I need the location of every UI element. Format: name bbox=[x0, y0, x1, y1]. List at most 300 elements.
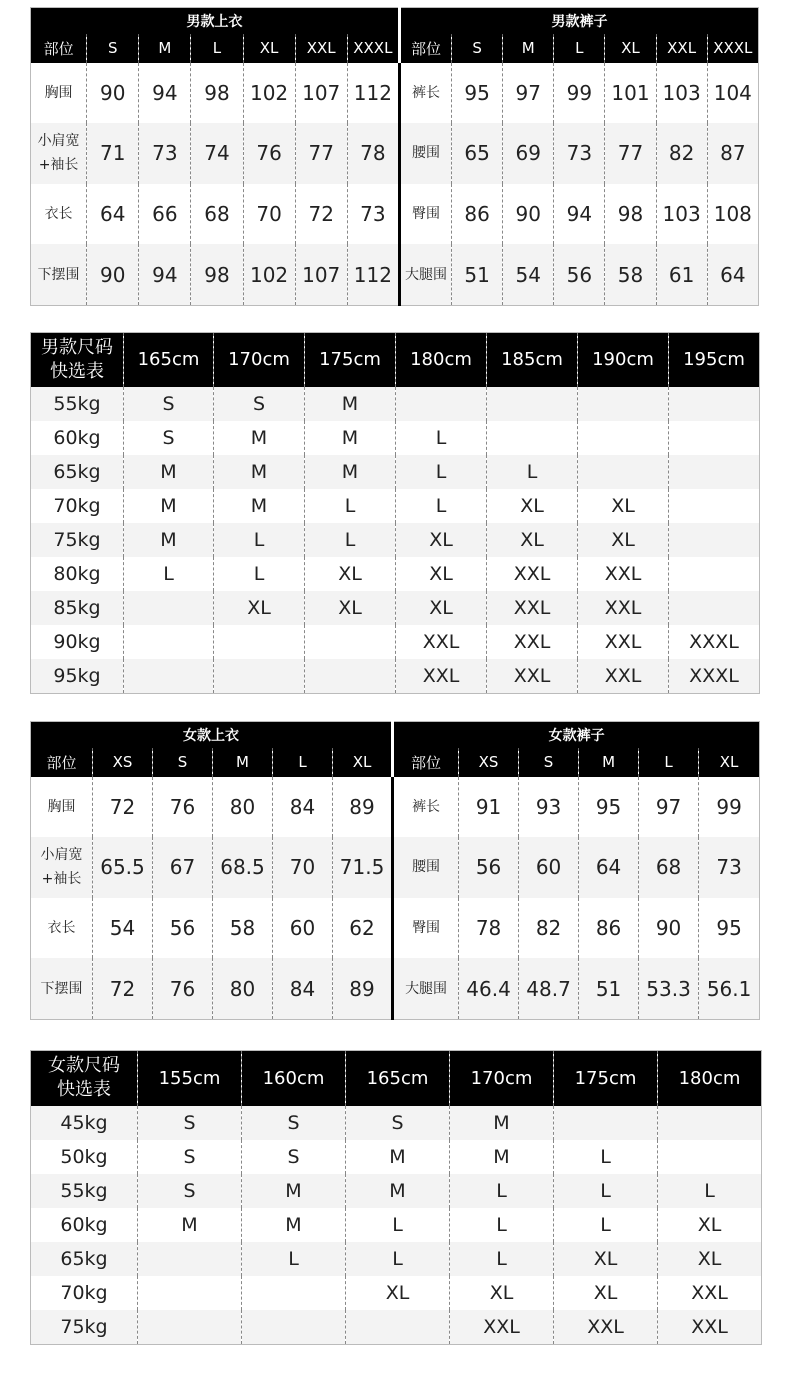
women-pants-part-header: 部位 bbox=[393, 748, 459, 776]
men-top-value-cell: 107 bbox=[295, 244, 347, 305]
women-size-cell: L bbox=[346, 1208, 450, 1242]
women-size-cell: L bbox=[554, 1140, 658, 1174]
women-top-size-header: S bbox=[153, 748, 213, 776]
women-size-cell: XL bbox=[554, 1242, 658, 1276]
men-top-size-header: XXXL bbox=[347, 34, 399, 62]
women-top-value-cell: 58 bbox=[213, 898, 273, 959]
men-pants-value-cell: 51 bbox=[452, 244, 503, 305]
women-top-title: 女款上衣 bbox=[31, 722, 393, 749]
men-size-cell: XXL bbox=[396, 625, 487, 659]
men-pants-value-cell: 104 bbox=[707, 63, 758, 124]
men-pants-value-cell: 97 bbox=[503, 63, 554, 124]
women-size-cell: XXL bbox=[658, 1310, 762, 1345]
women-quick-row bbox=[31, 1208, 762, 1242]
men-height-header: 195cm bbox=[669, 333, 760, 387]
women-quick-row bbox=[31, 1242, 762, 1276]
women-size-cell: M bbox=[242, 1208, 346, 1242]
women-measure-row bbox=[31, 958, 760, 1019]
men-quick-row bbox=[31, 387, 760, 421]
women-top-value-cell: 70 bbox=[273, 837, 333, 898]
men-size-cell bbox=[305, 659, 396, 694]
men-pants-value-cell: 108 bbox=[707, 184, 758, 245]
men-top-value-cell: 112 bbox=[347, 63, 399, 124]
men-pants-size-header: XXXL bbox=[707, 34, 758, 62]
women-size-cell bbox=[554, 1106, 658, 1140]
women-pants-title: 女款裤子 bbox=[393, 722, 760, 749]
men-top-value-cell: 77 bbox=[295, 123, 347, 184]
men-pants-value-cell: 73 bbox=[554, 123, 605, 184]
women-top-value-cell: 54 bbox=[93, 898, 153, 959]
men-quick-row bbox=[31, 489, 760, 523]
men-top-value-cell: 90 bbox=[87, 63, 139, 124]
men-top-size-header: XL bbox=[243, 34, 295, 62]
men-quick-row bbox=[31, 591, 760, 625]
men-pants-size-header: M bbox=[503, 34, 554, 62]
men-pants-size-header: L bbox=[554, 34, 605, 62]
women-size-cell bbox=[346, 1310, 450, 1345]
men-size-cell bbox=[487, 421, 578, 455]
men-size-measurement-table bbox=[30, 7, 759, 306]
men-size-cell bbox=[487, 387, 578, 421]
men-size-cell: XL bbox=[487, 489, 578, 523]
men-size-cell bbox=[214, 625, 305, 659]
women-size-cell: M bbox=[346, 1140, 450, 1174]
men-top-value-cell: 73 bbox=[347, 184, 399, 245]
men-pants-value-cell: 103 bbox=[656, 184, 707, 245]
men-size-cell bbox=[578, 421, 669, 455]
women-pants-value-cell: 68 bbox=[639, 837, 699, 898]
men-size-cell bbox=[124, 591, 214, 625]
men-size-cell: S bbox=[124, 387, 214, 421]
women-size-cell: XXL bbox=[554, 1310, 658, 1345]
women-weight-label: 45kg bbox=[31, 1106, 138, 1140]
women-size-measurement-table bbox=[30, 721, 760, 1020]
men-pants-value-cell: 103 bbox=[656, 63, 707, 124]
men-top-size-header: L bbox=[191, 34, 243, 62]
women-measure-row bbox=[31, 837, 760, 898]
men-height-header: 190cm bbox=[578, 333, 669, 387]
men-size-cell: M bbox=[124, 523, 214, 557]
women-height-header: 170cm bbox=[450, 1051, 554, 1106]
women-pants-value-cell: 60 bbox=[519, 837, 579, 898]
men-top-value-cell: 72 bbox=[295, 184, 347, 245]
women-pants-value-cell: 64 bbox=[579, 837, 639, 898]
men-quick-row bbox=[31, 455, 760, 489]
row-label-text: 小肩宽 +袖长 bbox=[40, 847, 83, 888]
men-pants-size-header: XXL bbox=[656, 34, 707, 62]
men-size-cell: XXXL bbox=[669, 625, 760, 659]
men-top-value-cell: 70 bbox=[243, 184, 295, 245]
women-top-value-cell: 56 bbox=[153, 898, 213, 959]
women-weight-label: 50kg bbox=[31, 1140, 138, 1174]
men-top-value-cell: 66 bbox=[139, 184, 191, 245]
men-size-cell bbox=[124, 625, 214, 659]
women-top-row-label bbox=[31, 898, 93, 959]
women-size-cell: S bbox=[138, 1106, 242, 1140]
men-measure-header-row bbox=[31, 34, 759, 62]
men-size-cell bbox=[669, 455, 760, 489]
women-pants-value-cell: 56.1 bbox=[699, 958, 760, 1019]
women-size-cell: XL bbox=[658, 1208, 762, 1242]
women-size-cell: XL bbox=[346, 1276, 450, 1310]
women-top-value-cell: 71.5 bbox=[333, 837, 393, 898]
women-pants-value-cell: 95 bbox=[579, 777, 639, 838]
men-top-row-label bbox=[31, 184, 87, 245]
men-quick-corner-label: 男款尺码 快选表 bbox=[31, 333, 124, 387]
men-weight-label: 55kg bbox=[31, 387, 124, 421]
men-size-cell: S bbox=[124, 421, 214, 455]
women-size-cell: M bbox=[450, 1106, 554, 1140]
men-pants-value-cell: 58 bbox=[605, 244, 656, 305]
women-size-cell bbox=[242, 1276, 346, 1310]
women-height-header: 180cm bbox=[658, 1051, 762, 1106]
men-weight-label: 60kg bbox=[31, 421, 124, 455]
men-size-cell: XXL bbox=[487, 591, 578, 625]
women-height-header: 160cm bbox=[242, 1051, 346, 1106]
men-size-cell bbox=[669, 489, 760, 523]
row-label-text: 胸围 bbox=[44, 84, 73, 101]
men-measure-row bbox=[31, 63, 759, 124]
men-size-cell bbox=[669, 591, 760, 625]
men-quick-row bbox=[31, 421, 760, 455]
men-size-cell: M bbox=[214, 455, 305, 489]
men-top-title: 男款上衣 bbox=[31, 8, 400, 35]
women-measure-header-row bbox=[31, 748, 760, 776]
men-size-cell: XXL bbox=[396, 659, 487, 694]
women-weight-label: 55kg bbox=[31, 1174, 138, 1208]
women-top-value-cell: 84 bbox=[273, 777, 333, 838]
women-pants-value-cell: 95 bbox=[699, 898, 760, 959]
women-size-cell: L bbox=[346, 1242, 450, 1276]
women-pants-size-header: L bbox=[639, 748, 699, 776]
women-weight-label: 75kg bbox=[31, 1310, 138, 1345]
men-size-cell bbox=[214, 659, 305, 694]
men-top-value-cell: 64 bbox=[87, 184, 139, 245]
men-size-cell: XXL bbox=[578, 591, 669, 625]
men-pants-value-cell: 69 bbox=[503, 123, 554, 184]
men-top-value-cell: 94 bbox=[139, 244, 191, 305]
women-quick-corner-label: 女款尺码 快选表 bbox=[31, 1051, 138, 1106]
women-top-value-cell: 89 bbox=[333, 958, 393, 1019]
men-size-cell bbox=[578, 455, 669, 489]
men-size-cell: L bbox=[487, 455, 578, 489]
women-size-cell: S bbox=[138, 1140, 242, 1174]
men-top-value-cell: 73 bbox=[139, 123, 191, 184]
men-top-size-header: S bbox=[87, 34, 139, 62]
women-pants-value-cell: 73 bbox=[699, 837, 760, 898]
women-top-value-cell: 72 bbox=[93, 958, 153, 1019]
men-top-row-label bbox=[31, 244, 87, 305]
women-size-cell: XL bbox=[554, 1276, 658, 1310]
men-pants-title: 男款裤子 bbox=[399, 8, 758, 35]
men-size-cell bbox=[669, 387, 760, 421]
men-pants-row-label: 大腿围 bbox=[399, 244, 451, 305]
men-weight-label: 90kg bbox=[31, 625, 124, 659]
women-size-cell: L bbox=[658, 1174, 762, 1208]
men-pants-value-cell: 64 bbox=[707, 244, 758, 305]
women-top-value-cell: 76 bbox=[153, 958, 213, 1019]
women-height-header: 175cm bbox=[554, 1051, 658, 1106]
men-pants-value-cell: 101 bbox=[605, 63, 656, 124]
women-weight-label: 65kg bbox=[31, 1242, 138, 1276]
men-top-value-cell: 74 bbox=[191, 123, 243, 184]
women-size-cell: S bbox=[242, 1140, 346, 1174]
row-label-text: 小肩宽 +袖长 bbox=[37, 133, 80, 174]
women-quick-header-row bbox=[31, 1051, 762, 1106]
men-pants-value-cell: 98 bbox=[605, 184, 656, 245]
men-size-cell: XXL bbox=[487, 557, 578, 591]
men-quick-row bbox=[31, 523, 760, 557]
men-size-cell: XXL bbox=[578, 625, 669, 659]
women-quick-row bbox=[31, 1140, 762, 1174]
women-top-part-header: 部位 bbox=[31, 748, 93, 776]
row-label-text: 下摆围 bbox=[37, 266, 80, 283]
women-pants-value-cell: 91 bbox=[459, 777, 519, 838]
women-top-value-cell: 65.5 bbox=[93, 837, 153, 898]
men-measure-row bbox=[31, 244, 759, 305]
men-size-cell: XXL bbox=[578, 557, 669, 591]
women-pants-size-header: S bbox=[519, 748, 579, 776]
women-pants-row-label: 臀围 bbox=[393, 898, 459, 959]
women-top-value-cell: 67 bbox=[153, 837, 213, 898]
men-height-header: 185cm bbox=[487, 333, 578, 387]
women-size-cell: M bbox=[138, 1208, 242, 1242]
men-size-cell: M bbox=[124, 455, 214, 489]
men-top-part-header: 部位 bbox=[31, 34, 87, 62]
men-pants-value-cell: 95 bbox=[452, 63, 503, 124]
men-size-cell: XXXL bbox=[669, 659, 760, 694]
men-size-cell: L bbox=[305, 523, 396, 557]
men-pants-value-cell: 77 bbox=[605, 123, 656, 184]
women-top-size-header: M bbox=[213, 748, 273, 776]
men-quick-header-row bbox=[31, 333, 760, 387]
women-size-cell: S bbox=[346, 1106, 450, 1140]
women-pants-row-label: 大腿围 bbox=[393, 958, 459, 1019]
men-top-size-header: XXL bbox=[295, 34, 347, 62]
women-pants-row-label: 腰围 bbox=[393, 837, 459, 898]
women-size-cell: M bbox=[346, 1174, 450, 1208]
men-weight-label: 70kg bbox=[31, 489, 124, 523]
women-measure-row bbox=[31, 777, 760, 838]
men-top-value-cell: 112 bbox=[347, 244, 399, 305]
men-pants-value-cell: 94 bbox=[554, 184, 605, 245]
men-size-cell: L bbox=[305, 489, 396, 523]
women-top-value-cell: 60 bbox=[273, 898, 333, 959]
men-pants-value-cell: 90 bbox=[503, 184, 554, 245]
women-top-size-header: XS bbox=[93, 748, 153, 776]
men-weight-label: 95kg bbox=[31, 659, 124, 694]
men-size-cell: M bbox=[214, 489, 305, 523]
women-size-cell: L bbox=[242, 1242, 346, 1276]
row-label-text: 衣长 bbox=[47, 920, 76, 937]
women-top-value-cell: 80 bbox=[213, 958, 273, 1019]
women-size-cell: M bbox=[450, 1140, 554, 1174]
men-top-row-label bbox=[31, 123, 87, 184]
men-top-value-cell: 76 bbox=[243, 123, 295, 184]
women-size-cell: XXL bbox=[658, 1276, 762, 1310]
women-size-cell: XL bbox=[658, 1242, 762, 1276]
men-top-value-cell: 78 bbox=[347, 123, 399, 184]
women-size-cell: L bbox=[450, 1174, 554, 1208]
men-size-cell: XXL bbox=[487, 625, 578, 659]
men-top-value-cell: 94 bbox=[139, 63, 191, 124]
men-weight-label: 75kg bbox=[31, 523, 124, 557]
men-top-size-header: M bbox=[139, 34, 191, 62]
men-pants-row-label: 腰围 bbox=[399, 123, 451, 184]
men-top-value-cell: 102 bbox=[243, 244, 295, 305]
men-size-cell: XL bbox=[305, 591, 396, 625]
men-top-value-cell: 98 bbox=[191, 63, 243, 124]
men-size-cell: M bbox=[305, 455, 396, 489]
women-top-value-cell: 89 bbox=[333, 777, 393, 838]
men-pants-size-header: XL bbox=[605, 34, 656, 62]
women-size-cell bbox=[242, 1310, 346, 1345]
women-measure-row bbox=[31, 898, 760, 959]
men-pants-value-cell: 87 bbox=[707, 123, 758, 184]
women-pants-size-header: XL bbox=[699, 748, 760, 776]
women-size-cell: S bbox=[242, 1106, 346, 1140]
men-pants-value-cell: 86 bbox=[452, 184, 503, 245]
women-top-row-label bbox=[31, 777, 93, 838]
men-size-cell bbox=[669, 523, 760, 557]
row-label-text: 衣长 bbox=[44, 206, 73, 223]
men-size-cell: XL bbox=[487, 523, 578, 557]
women-size-cell bbox=[138, 1276, 242, 1310]
men-size-cell: L bbox=[396, 455, 487, 489]
men-weight-label: 85kg bbox=[31, 591, 124, 625]
men-size-cell bbox=[305, 625, 396, 659]
men-size-cell: M bbox=[214, 421, 305, 455]
men-size-cell: XXL bbox=[487, 659, 578, 694]
men-top-value-cell: 68 bbox=[191, 184, 243, 245]
men-top-row-label bbox=[31, 63, 87, 124]
women-top-value-cell: 80 bbox=[213, 777, 273, 838]
women-size-cell: S bbox=[138, 1174, 242, 1208]
women-size-quick-select-table bbox=[30, 1050, 762, 1345]
women-quick-row bbox=[31, 1106, 762, 1140]
men-top-value-cell: 98 bbox=[191, 244, 243, 305]
women-pants-value-cell: 90 bbox=[639, 898, 699, 959]
men-pants-value-cell: 99 bbox=[554, 63, 605, 124]
women-pants-value-cell: 97 bbox=[639, 777, 699, 838]
men-pants-value-cell: 54 bbox=[503, 244, 554, 305]
men-size-cell: XL bbox=[396, 591, 487, 625]
row-label-text: 下摆围 bbox=[40, 980, 83, 997]
women-quick-row bbox=[31, 1174, 762, 1208]
men-size-cell: XL bbox=[305, 557, 396, 591]
women-pants-value-cell: 99 bbox=[699, 777, 760, 838]
men-quick-row bbox=[31, 625, 760, 659]
men-size-cell bbox=[124, 659, 214, 694]
women-pants-value-cell: 46.4 bbox=[459, 958, 519, 1019]
women-size-cell: L bbox=[554, 1208, 658, 1242]
women-pants-value-cell: 56 bbox=[459, 837, 519, 898]
men-height-header: 180cm bbox=[396, 333, 487, 387]
women-pants-value-cell: 86 bbox=[579, 898, 639, 959]
men-size-cell: XL bbox=[578, 523, 669, 557]
women-size-cell: XL bbox=[450, 1276, 554, 1310]
men-size-cell bbox=[669, 557, 760, 591]
men-size-cell: XL bbox=[578, 489, 669, 523]
women-quick-row bbox=[31, 1276, 762, 1310]
men-measure-row bbox=[31, 123, 759, 184]
men-pants-row-label: 裤长 bbox=[399, 63, 451, 124]
men-top-value-cell: 90 bbox=[87, 244, 139, 305]
men-quick-row bbox=[31, 557, 760, 591]
women-quick-row bbox=[31, 1310, 762, 1345]
women-pants-size-header: M bbox=[579, 748, 639, 776]
row-label-text: 胸围 bbox=[47, 798, 76, 815]
men-size-cell bbox=[669, 421, 760, 455]
women-top-size-header: L bbox=[273, 748, 333, 776]
men-size-cell: M bbox=[305, 387, 396, 421]
women-size-cell bbox=[138, 1242, 242, 1276]
men-pants-part-header: 部位 bbox=[399, 34, 451, 62]
men-size-cell: XL bbox=[214, 591, 305, 625]
women-top-size-header: XL bbox=[333, 748, 393, 776]
men-measure-row bbox=[31, 184, 759, 245]
women-size-cell: L bbox=[450, 1208, 554, 1242]
women-size-cell bbox=[658, 1140, 762, 1174]
men-top-value-cell: 71 bbox=[87, 123, 139, 184]
men-size-cell: XXL bbox=[578, 659, 669, 694]
women-size-cell: L bbox=[554, 1174, 658, 1208]
women-top-value-cell: 62 bbox=[333, 898, 393, 959]
men-size-cell bbox=[578, 387, 669, 421]
women-top-row-label bbox=[31, 958, 93, 1019]
women-size-cell bbox=[658, 1106, 762, 1140]
men-size-cell: XL bbox=[396, 523, 487, 557]
women-pants-value-cell: 93 bbox=[519, 777, 579, 838]
men-pants-row-label: 臀围 bbox=[399, 184, 451, 245]
women-top-value-cell: 72 bbox=[93, 777, 153, 838]
men-size-cell: M bbox=[124, 489, 214, 523]
women-height-header: 165cm bbox=[346, 1051, 450, 1106]
women-top-value-cell: 84 bbox=[273, 958, 333, 1019]
women-pants-value-cell: 53.3 bbox=[639, 958, 699, 1019]
women-pants-row-label: 裤长 bbox=[393, 777, 459, 838]
men-pants-size-header: S bbox=[452, 34, 503, 62]
men-size-cell: L bbox=[396, 489, 487, 523]
men-size-cell: XL bbox=[396, 557, 487, 591]
women-top-value-cell: 68.5 bbox=[213, 837, 273, 898]
men-size-cell: L bbox=[214, 523, 305, 557]
women-size-cell: M bbox=[242, 1174, 346, 1208]
men-size-cell: M bbox=[305, 421, 396, 455]
men-weight-label: 80kg bbox=[31, 557, 124, 591]
men-size-quick-select-table bbox=[30, 332, 760, 694]
women-size-cell: XXL bbox=[450, 1310, 554, 1345]
men-quick-row bbox=[31, 659, 760, 694]
men-height-header: 170cm bbox=[214, 333, 305, 387]
men-size-cell bbox=[396, 387, 487, 421]
women-pants-size-header: XS bbox=[459, 748, 519, 776]
men-pants-value-cell: 61 bbox=[656, 244, 707, 305]
women-size-cell bbox=[138, 1310, 242, 1345]
men-size-cell: L bbox=[214, 557, 305, 591]
women-pants-value-cell: 48.7 bbox=[519, 958, 579, 1019]
men-height-header: 165cm bbox=[124, 333, 214, 387]
men-pants-value-cell: 65 bbox=[452, 123, 503, 184]
men-pants-value-cell: 56 bbox=[554, 244, 605, 305]
women-height-header: 155cm bbox=[138, 1051, 242, 1106]
men-height-header: 175cm bbox=[305, 333, 396, 387]
men-size-cell: L bbox=[124, 557, 214, 591]
women-top-row-label bbox=[31, 837, 93, 898]
men-pants-value-cell: 82 bbox=[656, 123, 707, 184]
men-size-cell: S bbox=[214, 387, 305, 421]
women-weight-label: 60kg bbox=[31, 1208, 138, 1242]
